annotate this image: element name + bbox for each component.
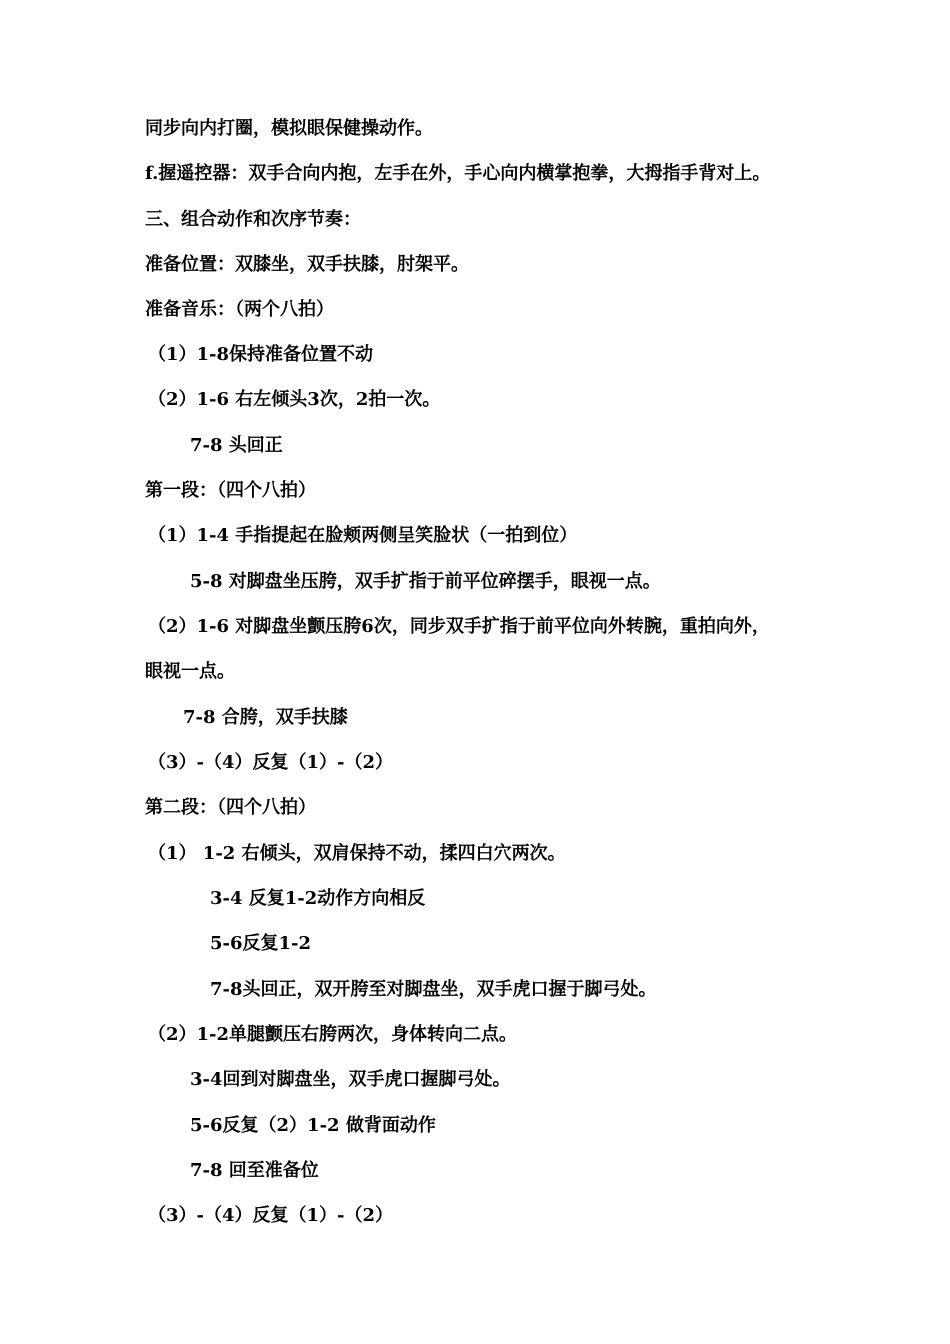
text-line-14: 7-8 合胯，双手扶膝 (183, 707, 348, 728)
text-line-21: （2）1-2单腿颤压右胯两次，身体转向二点。 (148, 1024, 518, 1045)
text-line-24: 7-8 回至准备位 (190, 1160, 319, 1181)
text-line-11: 5-8 对脚盘坐压胯，双手扩指于前平位碎摆手，眼视一点。 (190, 571, 661, 592)
text-line-17: （1） 1-2 右倾头，双肩保持不动，揉四白穴两次。 (148, 843, 566, 864)
text-line-13: 眼视一点。 (145, 661, 235, 682)
text-line-22: 3-4回到对脚盘坐，双手虎口握脚弓处。 (190, 1069, 511, 1090)
text-line-4: 准备位置：双膝坐，双手扶膝，肘架平。 (145, 254, 469, 275)
text-line-7: （2）1-6 右左倾头3次，2拍一次。 (148, 389, 441, 410)
text-line-10: （1）1-4 手指提起在脸颊两侧呈笑脸状（一拍到位） (148, 525, 578, 546)
text-line-6: （1）1-8保持准备位置不动 (148, 344, 374, 365)
text-line-25: （3）-（4）反复（1）-（2） (148, 1205, 394, 1226)
text-line-5: 准备音乐：（两个八拍） (145, 299, 334, 320)
text-line-19: 5-6反复1-2 (210, 933, 312, 954)
text-line-15: （3）-（4）反复（1）-（2） (148, 752, 394, 773)
text-line-1: 同步向内打圈，模拟眼保健操动作。 (145, 118, 433, 139)
text-line-12: （2）1-6 对脚盘坐颤压胯6次，同步双手扩指于前平位向外转腕，重拍向外， (148, 616, 770, 637)
text-line-23: 5-6反复（2）1-2 做背面动作 (190, 1115, 436, 1136)
section-heading: 三、组合动作和次序节奏： (145, 209, 361, 230)
segment-one-heading: 第一段：（四个八拍） (145, 480, 316, 501)
segment-two-heading: 第二段：（四个八拍） (145, 797, 316, 818)
text-line-18: 3-4 反复1-2动作方向相反 (210, 888, 426, 909)
text-line-20: 7-8头回正，双开胯至对脚盘坐，双手虎口握于脚弓处。 (210, 979, 657, 1000)
text-line-8: 7-8 头回正 (190, 435, 283, 456)
text-line-2: f.握遥控器：双手合向内抱，左手在外，手心向内横掌抱拳，大拇指手背对上。 (145, 163, 771, 184)
